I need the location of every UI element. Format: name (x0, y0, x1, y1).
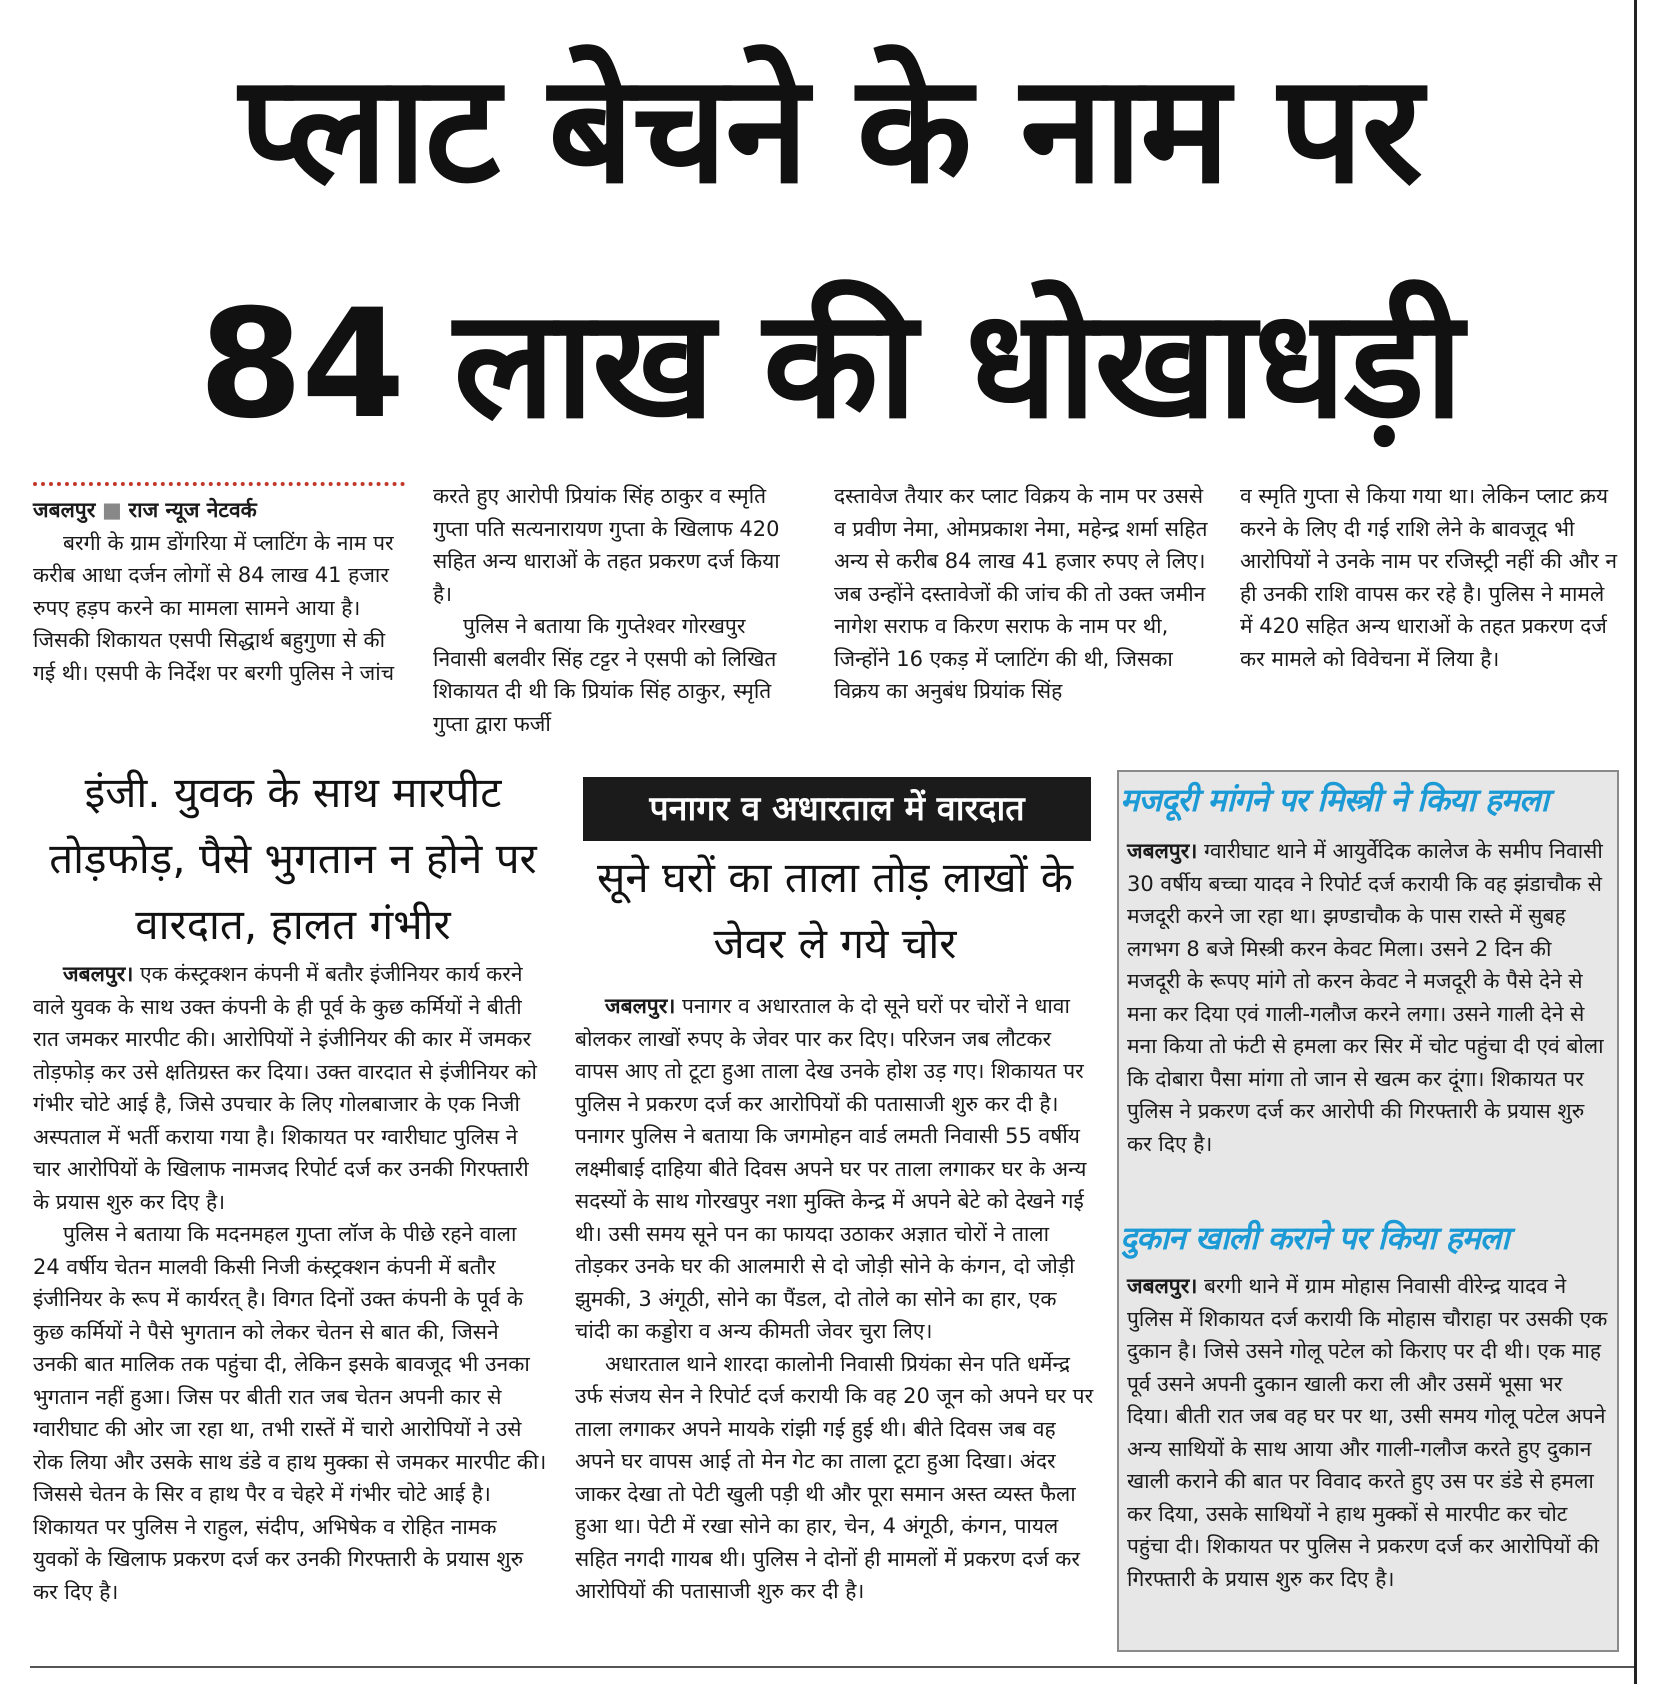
story3-kicker: पनागर व अधारताल में वारदात (583, 777, 1091, 841)
main-story-para: पुलिस ने बताया कि गुप्तेश्वर गोरखपुर निवासी बलवीर सिंह टट्टर ने एसपी को लिखित शिकायत दी थी कि प्रियांक सिंह ठाकुर, स्मृति गुप्ता द्वारा फर्जी (433, 614, 777, 736)
story2-body (33, 958, 548, 1608)
main-story-col1 (33, 494, 405, 689)
page-bottom-rule (30, 1666, 1634, 1668)
dateline (33, 494, 405, 527)
sidebar-story2-body (1127, 1270, 1609, 1595)
main-headline-line2: 84 लाख की धोखाधड़ी (198, 278, 1462, 452)
main-story-para: बरगी के ग्राम डोंगरिया में प्लाटिंग के नाम पर करीब आधा दर्जन लोगों से 84 लाख 41 हजार रुपए हड़प करने का मामला सामने आया है। जिसकी शिकायत एसपी सिद्धार्थ बहुगुणा से की गई थी। एसपी के निर्देश पर बरगी पुलिस ने जांच (33, 530, 395, 685)
sidebar-story2-dateline: जबलपुर। (1127, 1274, 1198, 1298)
dateline-city: जबलपुर (33, 498, 96, 522)
main-story-para: व स्मृति गुप्ता से किया गया था। लेकिन प्लाट क्रय करने के लिए दी गई राशि लेने के बावजूद भी आरोपियों ने उनके नाम पर रजिस्ट्री नहीं की और न ही उनकी राशि वापस कर रहे है। पुलिस ने मामले में 420 सहित अन्य धाराओं के तहत प्रकरण दर्ज कर मामले को विवेचना में लिया है। (1240, 484, 1618, 671)
story2-headline: इंजी. युवक के साथ मारपीट तोड़फोड़, पैसे भुगतान न होने पर वारदात, हालत गंभीर (49, 768, 537, 949)
story3-body (575, 990, 1095, 1608)
dateline-source: राज न्यूज नेटवर्क (128, 498, 257, 522)
story2-dateline: जबलपुर। (63, 962, 134, 986)
story3-para: अधारताल थाने शारदा कालोनी निवासी प्रियंका सेन पति धर्मेन्द्र उर्फ संजय सेन ने रिपोर्ट दर्ज करायी कि वह 20 जून को अपने घर पर ताला लगाकर अपने मायके रांझी गई हुई थी। बीते दिवस जब वह अपने घर वापस आई तो मेन गेट का ताला टूटा हुआ दिखा। अंदर जाकर देखा तो पेटी खुली पड़ी थी और पूरा समान अस्त व्यस्त फैला हुआ था। पेटी में रखा सोने का हार, चेन, 4 अंगूठी, कंगन, पायल सहित नगदी गायब थी। पुलिस ने दोनों ही मामलों में प्रकरण दर्ज कर आरोपियों की पतासाजी शुरु कर दी है। (575, 1351, 1094, 1603)
sidebar-story1-para: जबलपुर। ग्वारीघाट थाने में आयुर्वेदिक कालेज के समीप निवासी 30 वर्षीय बच्चा यादव ने रिपोर्ट दर्ज करायी कि वह झंडाचौक से मजदूरी करने जा रहा था। झण्डाचौक के पास रास्ते में सुबह लगभग 8 बजे मिस्त्री करन केवट मिला। उसने 2 दिन की मजदूरी के रूपए मांगे तो करन केवट ने मजदूरी के पैसे देने से मना कर दिया एवं गाली-गलौज करने लगा। उसने गाली देने से मना किया तो फंटी से हमला कर सिर में चोट पहुंचा दी एवं बोला कि दोबारा पैसा मांगा तो जान से खत्म कर दूंगा। शिकायत पर पुलिस ने प्रकरण दर्ज कर आरोपी की गिरफ्तारी के प्रयास शुरु कर दिए है। (1127, 839, 1604, 1156)
sidebar-story1-dateline: जबलपुर। (1127, 839, 1198, 863)
main-headline-line1: प्लाट बेचने के नाम पर (239, 43, 1421, 217)
story3-headline: सूने घरों का ताला तोड़ लाखों के जेवर ले गये चोर (596, 853, 1074, 968)
sidebar-story2-para: जबलपुर। बरगी थाने में ग्राम मोहास निवासी वीरेन्द्र यादव ने पुलिस में शिकायत दर्ज करायी कि मोहास चौराहा पर उसकी एक दुकान है। जिसे उसने गोलू पटेल को किराए पर दी थी। एक माह पूर्व उसने अपनी दुकान खाली करा ली और उसमें भूसा भर दिया। बीती रात जब वह घर पर था, उसी समय गोलू पटेल अपने अन्य साथियों के साथ आया और गाली-गलौज करते हुए दुकान खाली कराने की बात पर विवाद करते हुए उस पर डंडे से हमला कर दिया, उसके साथियों ने हाथ मुक्कों से मारपीट कर चोट पहुंचा दी। शिकायत पर पुलिस ने प्रकरण दर्ज कर आरोपियों की गिरफ्तारी के प्रयास शुरु कर दिए है। (1127, 1274, 1608, 1591)
story2-para: जबलपुर। एक कंस्ट्रक्शन कंपनी में बतौर इंजीनियर कार्य करने वाले युवक के साथ उक्त कंपनी के ही पूर्व के कुछ कर्मियों ने बीती रात जमकर मारपीट की। आरोपियों ने इंजीनियर की कार में जमकर तोड़फोड़ कर उसे क्षतिग्रस्त कर दिया। उक्त वारदात से इंजीनियर को गंभीर चोटे आई है, जिसे उपचार के लिए गोलबाजार के एक निजी अस्पताल में भर्ती कराया गया है। शिकायत पर ग्वारीघाट पुलिस ने चार आरोपियों के खिलाफ नामजद रिपोर्ट दर्ज कर उनकी गिरफ्तारी के प्रयास शुरु कर दिए है। (33, 962, 537, 1214)
story3-para: जबलपुर। पनागर व अधारताल के दो सूने घरों पर चोरों ने धावा बोलकर लाखों रुपए के जेवर पार कर दिए। परिजन जब लौटकर वापस आए तो टूटा हुआ ताला देख उनके होश उड़ गए। शिकायत पर पुलिस ने प्रकरण दर्ज कर आरोपियों की पतासाजी शुरु कर दी है। पनागर पुलिस ने बताया कि जगमोहन वार्ड लमती निवासी 55 वर्षीय लक्ष्मीबाई दाहिया बीते दिवस अपने घर पर ताला लगाकर घर के अन्य सदस्यों के साथ गोरखपुर नशा मुक्ति केन्द्र में अपने बेटे को देखने गई थी। उसी समय सूने पन का फायदा उठाकर अज्ञात चोरों ने ताला तोड़कर उनके घर की आलमारी से दो जोड़ी सोने के कंगन, दो जोड़ी झुमकी, 3 अंगूठी, सोने का पैंडल, दो तोले का सोने का हार, एक चांदी का कड्डोरा व अन्य कीमती जेवर चुरा लिए। (575, 994, 1087, 1343)
sidebar-story2-headline: दुकान खाली कराने पर किया हमला (1120, 1219, 1509, 1257)
main-story-para: करते हुए आरोपी प्रियांक सिंह ठाकुर व स्मृति गुप्ता पति सत्यनारायण गुप्ता के खिलाफ 420 सहित अन्य धाराओं के तहत प्रकरण दर्ज किया है। (433, 484, 780, 606)
dateline-bullet: ■ (102, 498, 122, 522)
main-story-col3 (834, 480, 1214, 708)
sidebar-story1-headline: मजदूरी मांगने पर मिस्त्री ने किया हमला (1120, 781, 1548, 819)
page-right-rule (1634, 0, 1637, 1684)
dotted-divider (33, 482, 405, 486)
story3-dateline: जबलपुर। (605, 994, 676, 1018)
main-story-col4 (1240, 480, 1620, 675)
sidebar-story1-body (1127, 835, 1609, 1160)
story2-para: पुलिस ने बताया कि मदनमहल गुप्ता लॉज के पीछे रहने वाला 24 वर्षीय चेतन मालवी किसी निजी कंस्ट्रक्शन कंपनी में बतौर इंजीनियर के रूप में कार्यरत् है। विगत दिनों उक्त कंपनी के पूर्व के कुछ कर्मियों ने पैसे भुगतान को लेकर चेतन से बात की, जिसने उनकी बात मालिक तक पहुंचा दी, लेकिन इसके बावजूद भी उनका भुगतान नहीं हुआ। जिस पर बीती रात जब चेतन अपनी कार से ग्वारीघाट की ओर जा रहा था, तभी रास्तें में चारो आरोपियों ने उसे रोक लिया और उसके साथ डंडे व हाथ मुक्का से जमकर मारपीट की। जिससे चेतन के सिर व हाथ पैर व चेहरे में गंभीर चोटे आई है। शिकायत पर पुलिस ने राहुल, संदीप, अभिषेक व रोहित नामक युवकों के खिलाफ प्रकरण दर्ज कर उनकी गिरफ्तारी के प्रयास शुरु कर दिए है। (33, 1222, 547, 1604)
main-story-col2 (433, 480, 805, 740)
main-story-para: दस्तावेज तैयार कर प्लाट विक्रय के नाम पर उससे व प्रवीण नेमा, ओमप्रकाश नेमा, महेन्द्र शर्मा सहित अन्य से करीब 84 लाख 41 हजार रुपए ले लिए। जब उन्होंने दस्तावेजों की जांच की तो उक्त जमीन नागेश सराफ व किरण सराफ के नाम पर थी, जिन्होंने 16 एकड़ में प्लाटिंग की थी, जिसका विक्रय का अनुबंध प्रियांक सिंह (834, 484, 1208, 703)
